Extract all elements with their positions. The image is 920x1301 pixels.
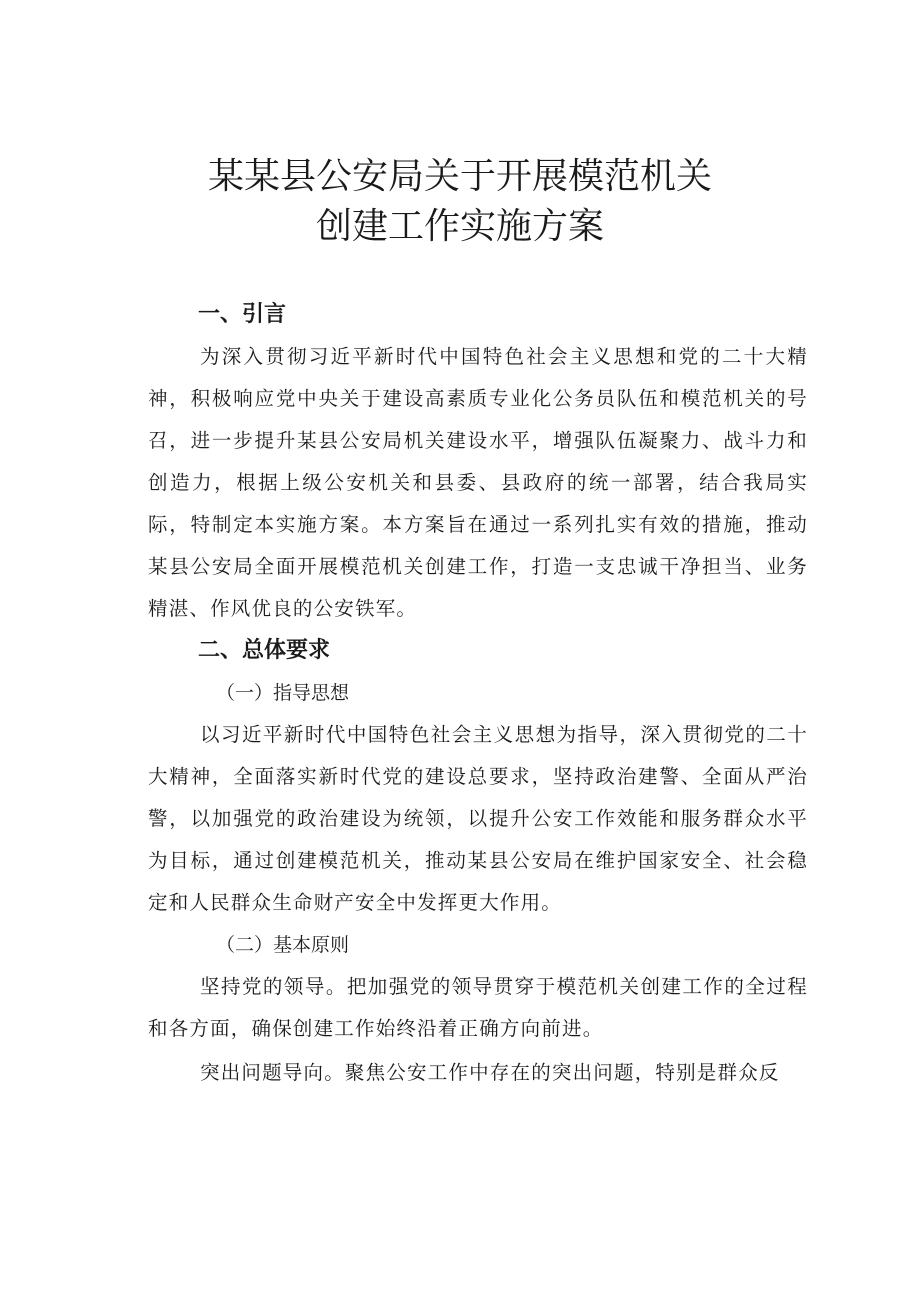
subsection-heading-guiding: （一）指导思想 — [216, 682, 350, 704]
document-body — [148, 294, 808, 1094]
paragraph-principle-1: 坚持党的领导。把加强党的领导贯穿于模范机关创建工作的全过程和各方面，确保创建工作始终沿着正确方向前进。 — [148, 975, 808, 1040]
document-title — [0, 152, 920, 252]
paragraph-principle-2: 突出问题导向。聚焦公安工作中存在的突出问题，特别是群众反 — [200, 1061, 780, 1084]
subsection-heading-principles: （二）基本原则 — [216, 934, 350, 956]
section-heading-general: 二、总体要求 — [198, 638, 331, 663]
paragraph-intro: 为深入贯彻习近平新时代中国特色社会主义思想和党的二十大精神，积极响应党中央关于建设高素质专业化公务员队伍和模范机关的号召，进一步提升某县公安局机关建设水平，增强队伍凝聚力、战斗力和创造力，根据上级公安机关和县委、县政府的统一部署，结合我局实际，特制定本实施方案。本方案旨在通过一系列扎实有效的措施，推动某县公安局全面开展模范机关创建工作，打造一支忠诚干净担当、业务精湛、作风优良的公安铁军。 — [148, 345, 808, 620]
section-heading-intro: 一、引言 — [198, 302, 287, 327]
paragraph-guiding: 以习近平新时代中国特色社会主义思想为指导，深入贯彻党的二十大精神，全面落实新时代党的建设总要求，坚持政治建警、全面从严治警，以加强党的政治建设为统领，以提升公安工作效能和服务群众水平为目标，通过创建模范机关，推动某县公安局在维护国家安全、社会稳定和人民群众生命财产安全中发挥更大作用。 — [148, 723, 808, 914]
title-line-1: 某某县公安局关于开展模范机关 — [207, 156, 712, 197]
title-line-2: 创建工作实施方案 — [315, 206, 604, 247]
